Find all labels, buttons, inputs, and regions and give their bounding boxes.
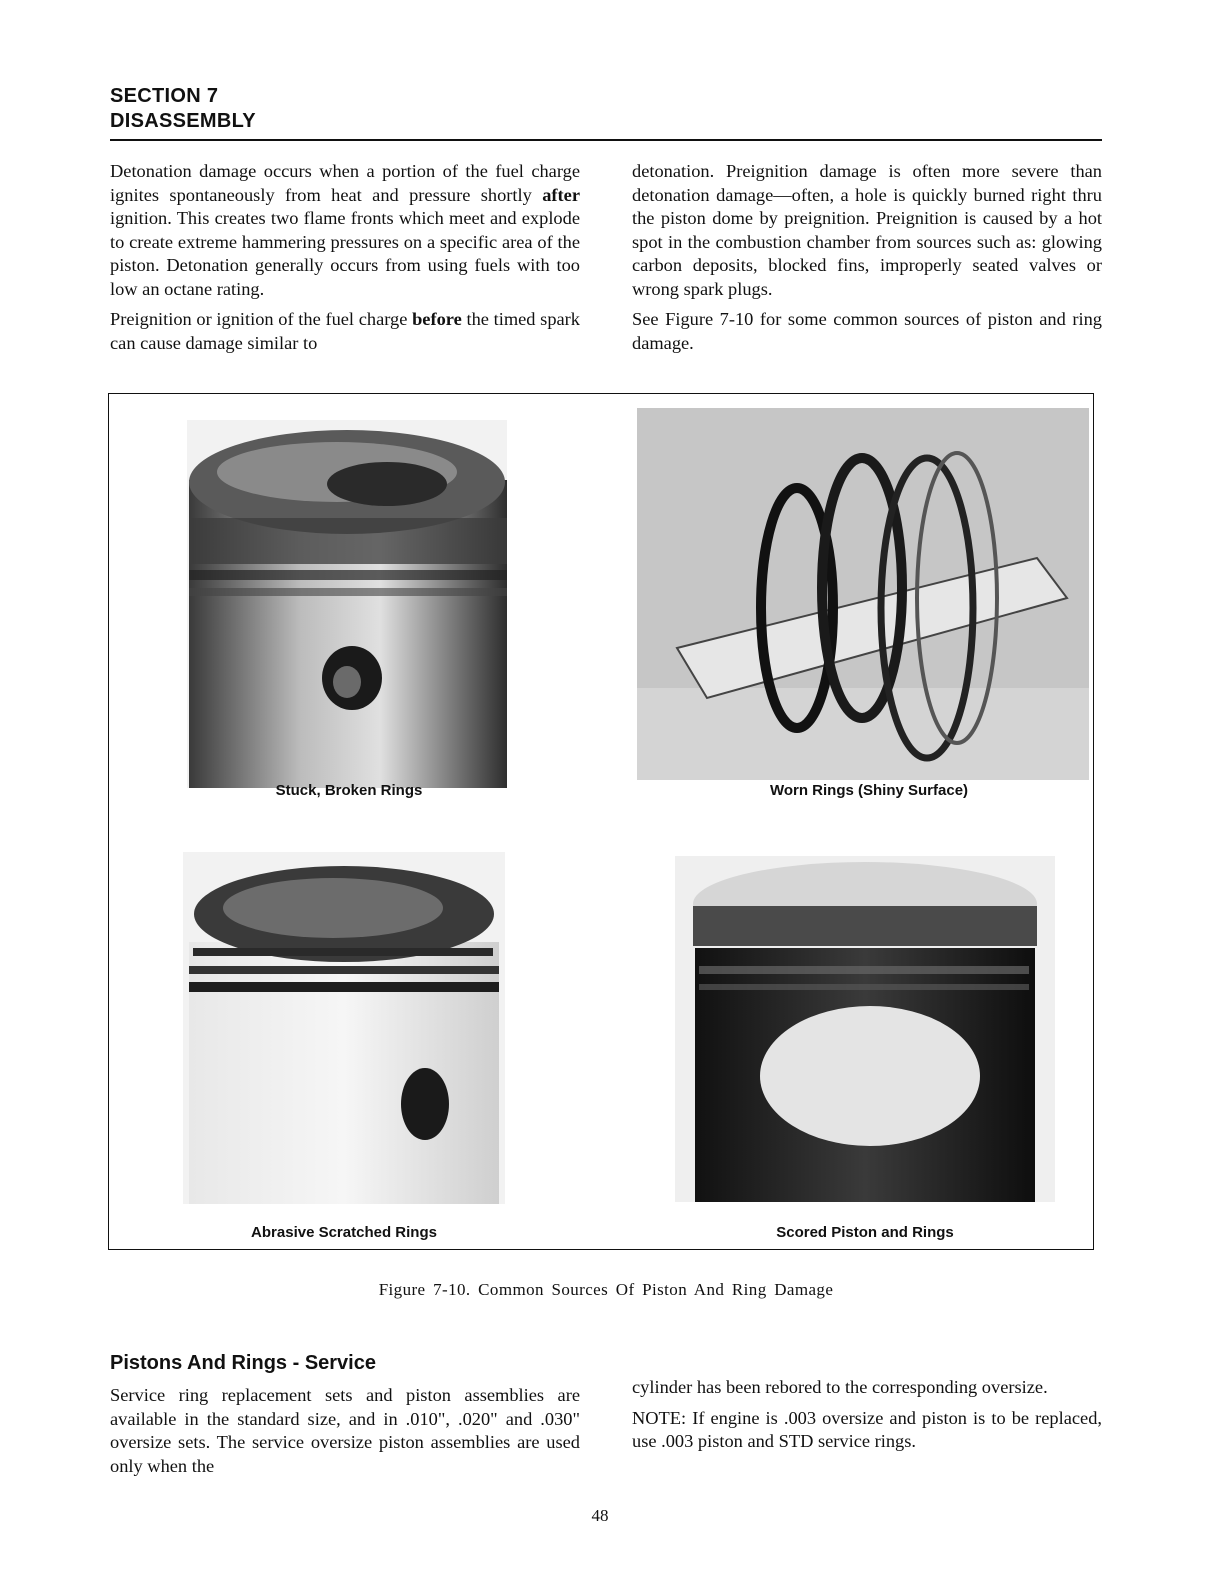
emphasis-after: after bbox=[542, 184, 580, 205]
service-left-column bbox=[110, 1384, 580, 1485]
caption-scored-piston-rings: Scored Piston and Rings bbox=[776, 1224, 954, 1241]
figure-caption: Figure 7-10. Common Sources Of Piston And Ring Damage bbox=[378, 1280, 834, 1299]
photo-abrasive-scratched-rings bbox=[183, 852, 505, 1204]
note-paragraph: NOTE: If engine is .003 oversize and piston is to be replaced, use .003 piston and STD service rings. bbox=[632, 1407, 1102, 1451]
rebored-paragraph: cylinder has been rebored to the corresponding oversize. bbox=[632, 1377, 1048, 1397]
section-title: DISASSEMBLY bbox=[110, 110, 256, 132]
intro-right-column bbox=[632, 160, 1102, 362]
section-number: SECTION 7 bbox=[110, 85, 219, 107]
section-heading bbox=[110, 84, 256, 134]
page-number: 48 bbox=[591, 1506, 609, 1525]
caption-worn-rings: Worn Rings (Shiny Surface) bbox=[769, 782, 969, 799]
photo-stuck-broken-rings bbox=[187, 420, 507, 788]
caption-stuck-broken-rings: Stuck, Broken Rings bbox=[275, 782, 423, 799]
service-heading: Pistons And Rings - Service bbox=[110, 1352, 376, 1374]
figure-7-10 bbox=[108, 393, 1094, 1250]
heading-rule bbox=[110, 139, 1102, 141]
photo-worn-rings bbox=[637, 408, 1089, 780]
intro-left-column bbox=[110, 160, 580, 362]
service-paragraph: Service ring replacement sets and piston assemblies are available in the standard size, and in .010", .020" and .030" oversize sets. The service oversize piston assemblies are used only when the bbox=[110, 1385, 580, 1476]
emphasis-before: before bbox=[412, 309, 462, 329]
preignition-continued-paragraph: detonation. Preignition damage is often more severe than detonation damage—often, a hole is quickly burned right thru the piston dome by preignition. Preignition is caused by a hot spot in the combustion chamber from sources such as: glowing carbon deposits, blocked fins, improperly seated valves or wrong spark plugs. bbox=[632, 161, 1102, 299]
see-figure-paragraph: See Figure 7-10 for some common sources of piston and ring damage. bbox=[632, 309, 1102, 353]
detonation-paragraph: Detonation damage occurs when a portion of the fuel charge ignites spontaneously from heat and pressure shortly after ignition. This creates two flame fronts which meet and explode to create extreme hammering pressures on a specific area of the piston. Detonation generally occurs from using fuels with too low an octane rating. bbox=[110, 161, 580, 299]
photo-scored-piston-rings bbox=[675, 856, 1055, 1202]
service-right-column bbox=[632, 1376, 1102, 1461]
caption-abrasive-scratched-rings: Abrasive Scratched Rings bbox=[251, 1224, 437, 1241]
preignition-paragraph: Preignition or ignition of the fuel charge before the timed spark can cause damage similar to bbox=[110, 309, 580, 353]
